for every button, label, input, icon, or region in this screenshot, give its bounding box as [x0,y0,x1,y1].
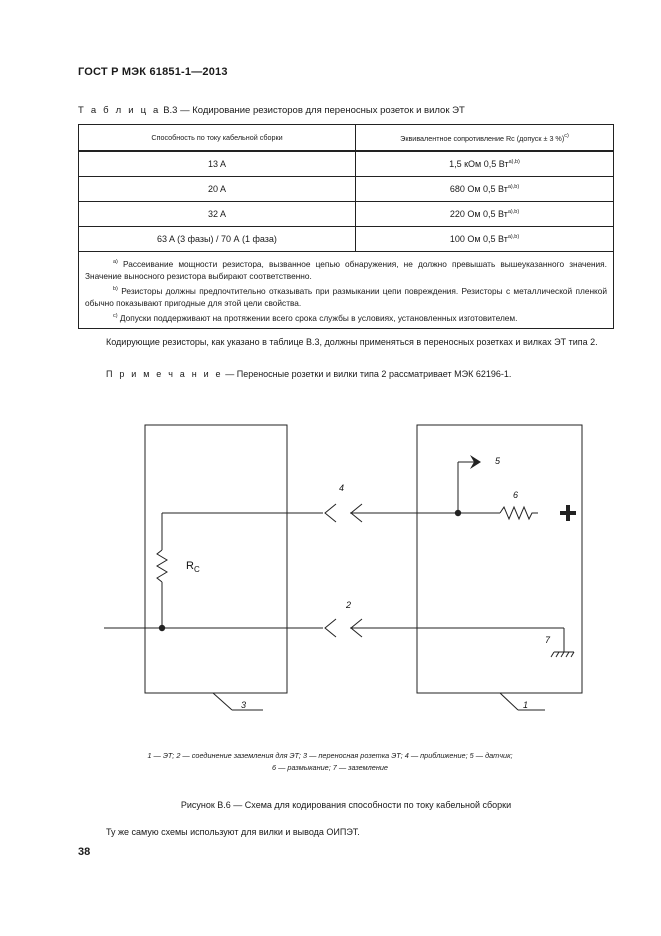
figure-legend [100,750,560,774]
figure-legend-line: 1 — ЭТ; 2 — соединение заземления для ЭТ; 3 — переносная розетка ЭТ; 4 — приближение; 5 — датчик; [147,751,513,760]
paragraph-plug: Ту же самую схемы используют для вилки и вывода ОИПЭТ. [106,827,360,837]
cell-current: 63 A (3 фазы) / 70 А (1 фаза) [79,227,356,252]
connector-ground-a [325,619,336,637]
ground-hatch [566,652,569,657]
cell-resistance-value: 1,5 кОм 0,5 Вт [449,159,509,169]
label-5: 5 [495,456,501,466]
note-mark: a) [113,259,118,265]
table-caption-prefix: Т а б л и ц а [78,105,161,116]
footnote-ref: a),b) [507,184,520,190]
note-text: Рассеивание мощности резистора, вызванное цепью обнаружения, не должно превышать вышеуказанного значения. Значение выносного резистора выбирают соответственно. [85,259,607,282]
resistor-rc-label: $R_C$ [186,560,200,574]
label-7: 7 [545,635,551,645]
cell-resistance-value: 220 Ом 0,5 Вт [449,209,508,219]
note-mark: c) [113,312,118,319]
column-header-current: Способность по току кабельной сборки [79,125,356,152]
note-mark: b) [113,285,118,292]
resistor-rc [157,550,167,582]
footnote-ref: a),b) [508,159,520,165]
footnote-ref: a),b) [507,209,520,215]
ground-hatch [551,652,554,657]
cell-resistance-value: 100 Ом 0,5 Вт [449,234,508,244]
figure-caption: Рисунок В.6 — Схема для кодирования способности по току кабельной сборки [180,800,512,810]
note-text: Допуски поддерживают на протяжении всего срока службы в условиях, установленных изготовителем. [119,312,518,323]
cell-resistance-value: 680 Ом 0,5 Вт [449,184,508,194]
table-caption-text: В.3 — Кодирование резисторов для переносных розеток и вилок ЭТ [163,105,465,116]
ground-hatch [556,652,559,657]
cell-current: 32 A [79,202,356,227]
page-number: 38 [78,846,91,858]
label-4: 4 [339,483,345,493]
column-header-resistance-text: Эквивалентное сопротивление Rc (допуск ± 3 %) [400,133,565,143]
resistor-open [500,507,538,519]
note-text: Резисторы должны предпочтительно отказывать при размыкании цепи повреждения. Резисторы с металлической пленкой обычно показывают пригодные для этой цели свойства. [85,285,608,309]
leader-1 [500,693,518,710]
note-prefix: П р и м е ч а н и е [106,369,223,379]
junction-dot [159,625,165,631]
junction-dot [455,510,461,516]
label-3: 3 [241,700,247,710]
note-text: — Переносные розетки и вилки типа 2 рассматривает МЭК 62196-1. [225,369,512,379]
connector-proximity-a [325,504,336,522]
cell-current: 20 A [79,177,356,202]
footnote-ref: c) [564,132,569,139]
cell-current: 13 A [79,151,356,177]
document-header: ГОСТ Р МЭК 61851-1—2013 [78,66,228,78]
label-2: 2 [346,600,352,610]
plus-icon-vertical [566,505,570,521]
ground-hatch [561,652,564,657]
footnote-ref: a),b) [507,234,520,240]
label-1: 1 [523,700,529,710]
paragraph-coding-resistors: Кодирующие резисторы, как указано в таблице В.3, должны применяться в переносных розетках и вилках ЭТ типа 2. [106,337,598,347]
ground-hatch [571,652,574,657]
leader-3 [213,693,232,710]
figure-legend-line: 6 — размыкание; 7 — заземление [272,763,388,772]
label-6: 6 [513,490,519,500]
